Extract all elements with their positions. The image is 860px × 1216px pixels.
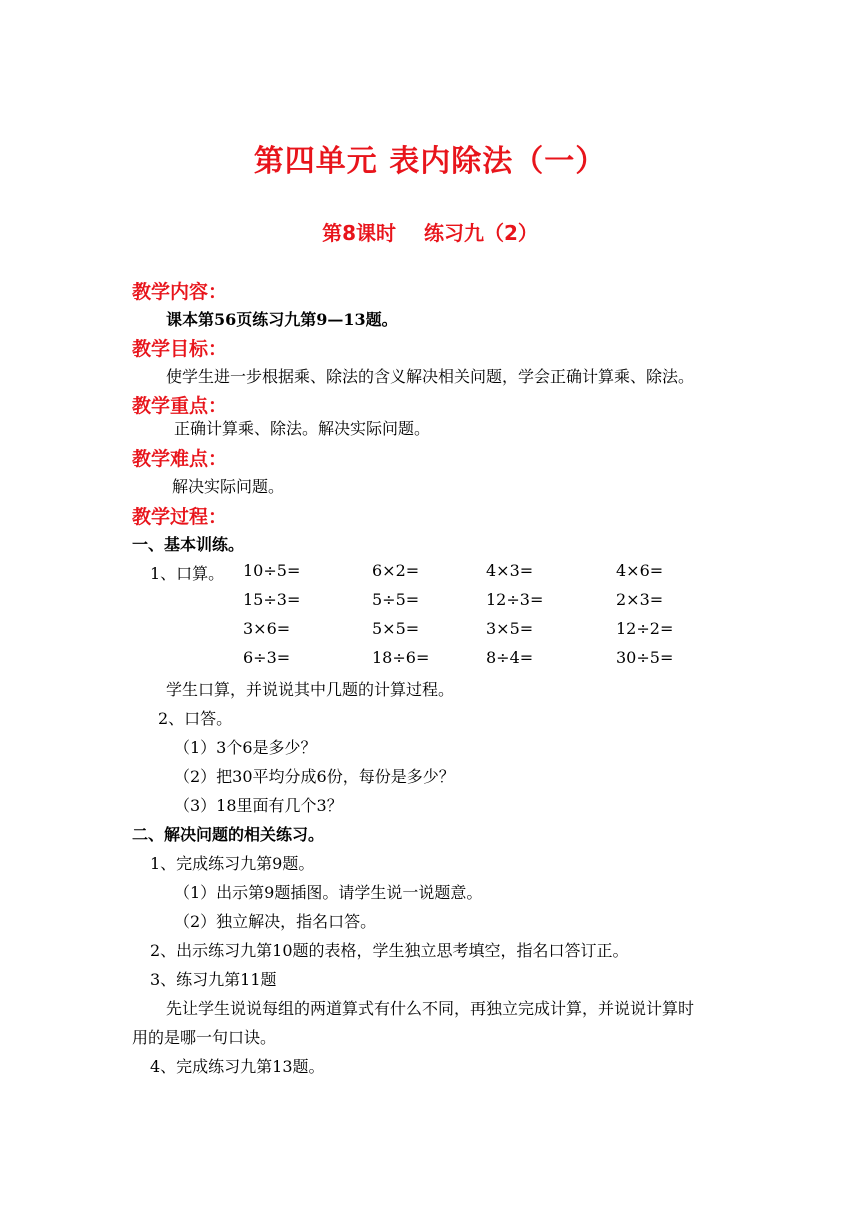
calc-item: 10÷5=: [243, 561, 301, 580]
lesson-number: 第8课时: [322, 221, 396, 245]
goal-text: 使学生进一步根据乘、除法的含义解决相关问题，学会正确计算乘、除法。: [166, 367, 695, 386]
key-point-heading: 教学重点：: [132, 395, 228, 417]
calc-item: 5÷5=: [372, 590, 420, 609]
part2-item3-text: 用的是哪一句口诀。: [132, 1028, 277, 1047]
difficulty-heading: 教学难点：: [132, 448, 228, 470]
oral-calc-label: 1、口算。: [150, 564, 225, 583]
part2-item1-sub: （1）出示第9题插图。请学生说一说题意。: [174, 883, 483, 902]
part2-heading: 二、解决问题的相关练习。: [132, 825, 325, 844]
unit-title: 第四单元 表内除法（一）: [253, 144, 607, 179]
calc-item: 3×6=: [243, 619, 291, 638]
calc-item: 15÷3=: [243, 590, 301, 609]
question-item: （2）把30平均分成6份，每份是多少？: [174, 767, 455, 786]
part2-item3: 3、练习九第11题: [150, 970, 277, 989]
calc-item: 5×5=: [372, 619, 420, 638]
calc-note: 学生口算，并说说其中几题的计算过程。: [166, 680, 455, 699]
part1-heading: 一、基本训练。: [132, 535, 245, 554]
calc-item: 12÷3=: [486, 590, 544, 609]
oral-answer-label: 2、口答。: [158, 709, 233, 728]
calc-item: 4×6=: [616, 561, 664, 580]
question-item: （3）18里面有几个3？: [174, 796, 343, 815]
content-text: 课本第56页练习九第9—13题。: [166, 310, 398, 329]
calc-item: 4×3=: [486, 561, 534, 580]
part2-item1: 1、完成练习九第9题。: [150, 854, 315, 873]
lesson-name: 练习九（2）: [424, 221, 538, 245]
lesson-subtitle: [0, 217, 860, 246]
calc-item: 30÷5=: [616, 648, 674, 667]
part2-item1-sub: （2）独立解决，指名口答。: [174, 912, 377, 931]
calc-item: 2×3=: [616, 590, 664, 609]
content-heading: 教学内容：: [132, 281, 228, 303]
goal-heading: 教学目标：: [132, 338, 228, 360]
key-point-text: 正确计算乘、除法。解决实际问题。: [174, 419, 431, 438]
calc-item: 8÷4=: [486, 648, 534, 667]
calc-item: 6×2=: [372, 561, 420, 580]
difficulty-text: 解决实际问题。: [172, 477, 285, 496]
calc-item: 12÷2=: [616, 619, 674, 638]
calc-item: 3×5=: [486, 619, 534, 638]
part2-item4: 4、完成练习九第13题。: [150, 1057, 325, 1076]
part2-item3-text: 先让学生说说每组的两道算式有什么不同，再独立完成计算，并说说计算时: [166, 999, 695, 1018]
calc-item: 18÷6=: [372, 648, 430, 667]
question-item: （1）3个6是多少？: [174, 738, 317, 757]
part2-item2: 2、出示练习九第10题的表格，学生独立思考填空，指名口答订正。: [150, 941, 629, 960]
process-heading: 教学过程：: [132, 506, 228, 528]
calc-item: 6÷3=: [243, 648, 291, 667]
